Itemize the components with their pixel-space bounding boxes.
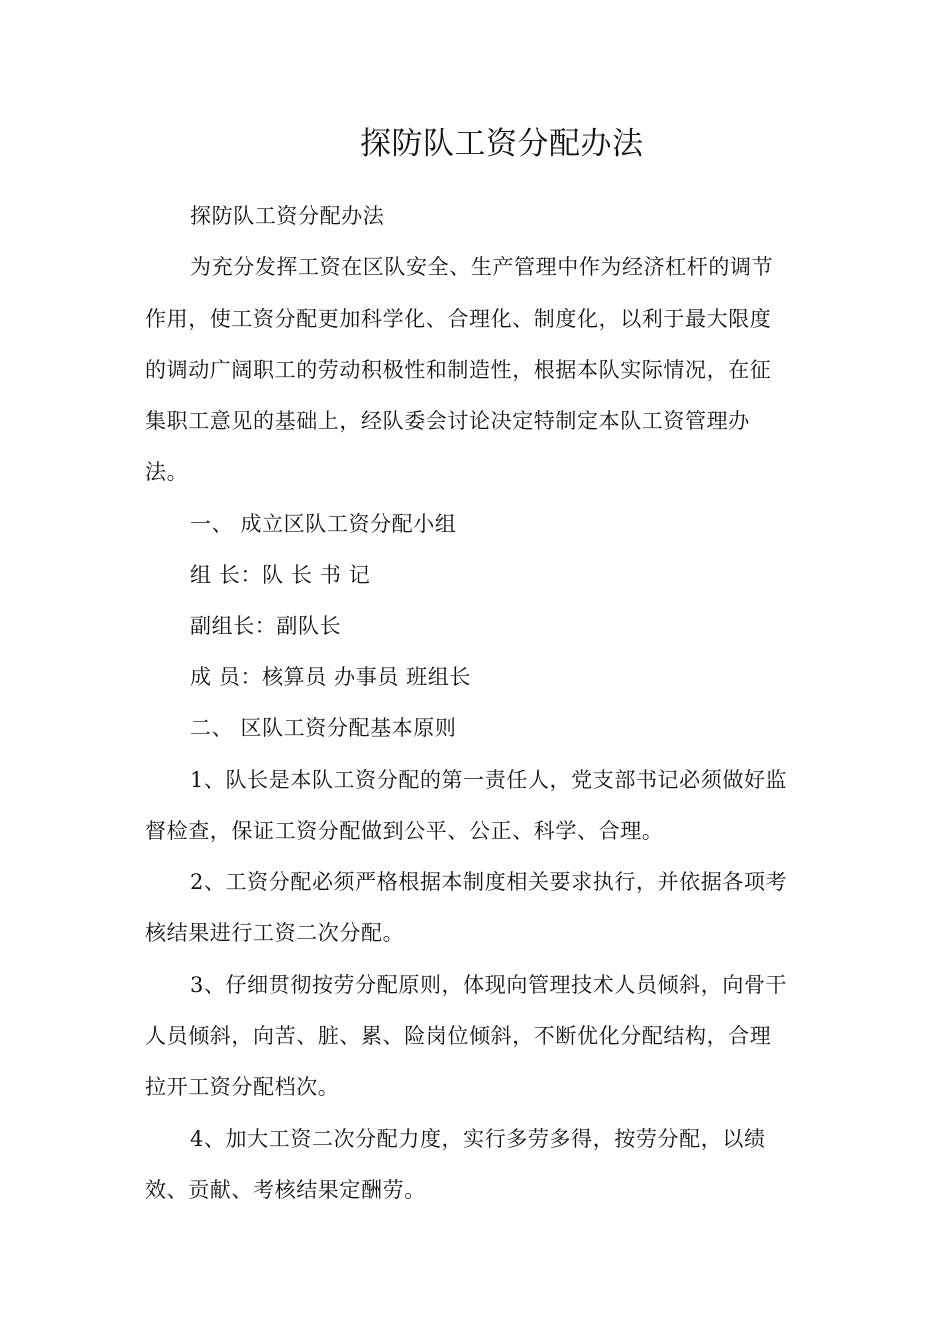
paragraph-line: 4、加大工资二次分配力度，实行多劳多得，按劳分配，以绩 <box>190 1127 766 1151</box>
paragraph-line: 督检查，保证工资分配做到公平、公正、科学、合理。 <box>145 819 664 843</box>
paragraph-line: 3、仔细贯彻按劳分配原则，体现向管理技术人员倾斜，向骨干 <box>190 973 788 997</box>
section-heading: 二、 区队工资分配基本原则 <box>190 716 457 740</box>
paragraph-line: 集职工意见的基础上，经队委会讨论决定特制定本队工资管理办 <box>145 409 750 433</box>
list-item: 副组长：副队长 <box>190 614 342 638</box>
paragraph-line: 法。 <box>145 460 189 484</box>
paragraph-line: 2、工资分配必须严格根据本制度相关要求执行，并依据各项考 <box>190 870 788 894</box>
paragraph-line: 效、贡献、考核结果定酬劳。 <box>145 1178 426 1202</box>
paragraph-line: 1、队长是本队工资分配的第一责任人，党支部书记必须做好监 <box>190 768 788 792</box>
subtitle-line: 探防队工资分配办法 <box>190 204 385 228</box>
paragraph-line: 拉开工资分配档次。 <box>145 1075 340 1099</box>
section-heading: 一、 成立区队工资分配小组 <box>190 512 457 536</box>
paragraph-line: 的调动广阔职工的劳动积极性和制造性，根据本队实际情况，在征 <box>145 358 772 382</box>
paragraph-line: 作用，使工资分配更加科学化、合理化、制度化，以利于最大限度 <box>145 307 772 331</box>
paragraph-line: 为充分发挥工资在区队安全、生产管理中作为经济杠杆的调节 <box>190 255 774 279</box>
list-item: 组 长：队 长 书 记 <box>190 563 371 587</box>
document-title: 探防队工资分配办法 <box>360 126 644 162</box>
list-item: 成 员：核算员 办事员 班组长 <box>190 665 472 689</box>
paragraph-line: 人员倾斜，向苦、脏、累、险岗位倾斜，不断优化分配结构，合理 <box>145 1024 772 1048</box>
paragraph-line: 核结果进行工资二次分配。 <box>145 921 405 945</box>
